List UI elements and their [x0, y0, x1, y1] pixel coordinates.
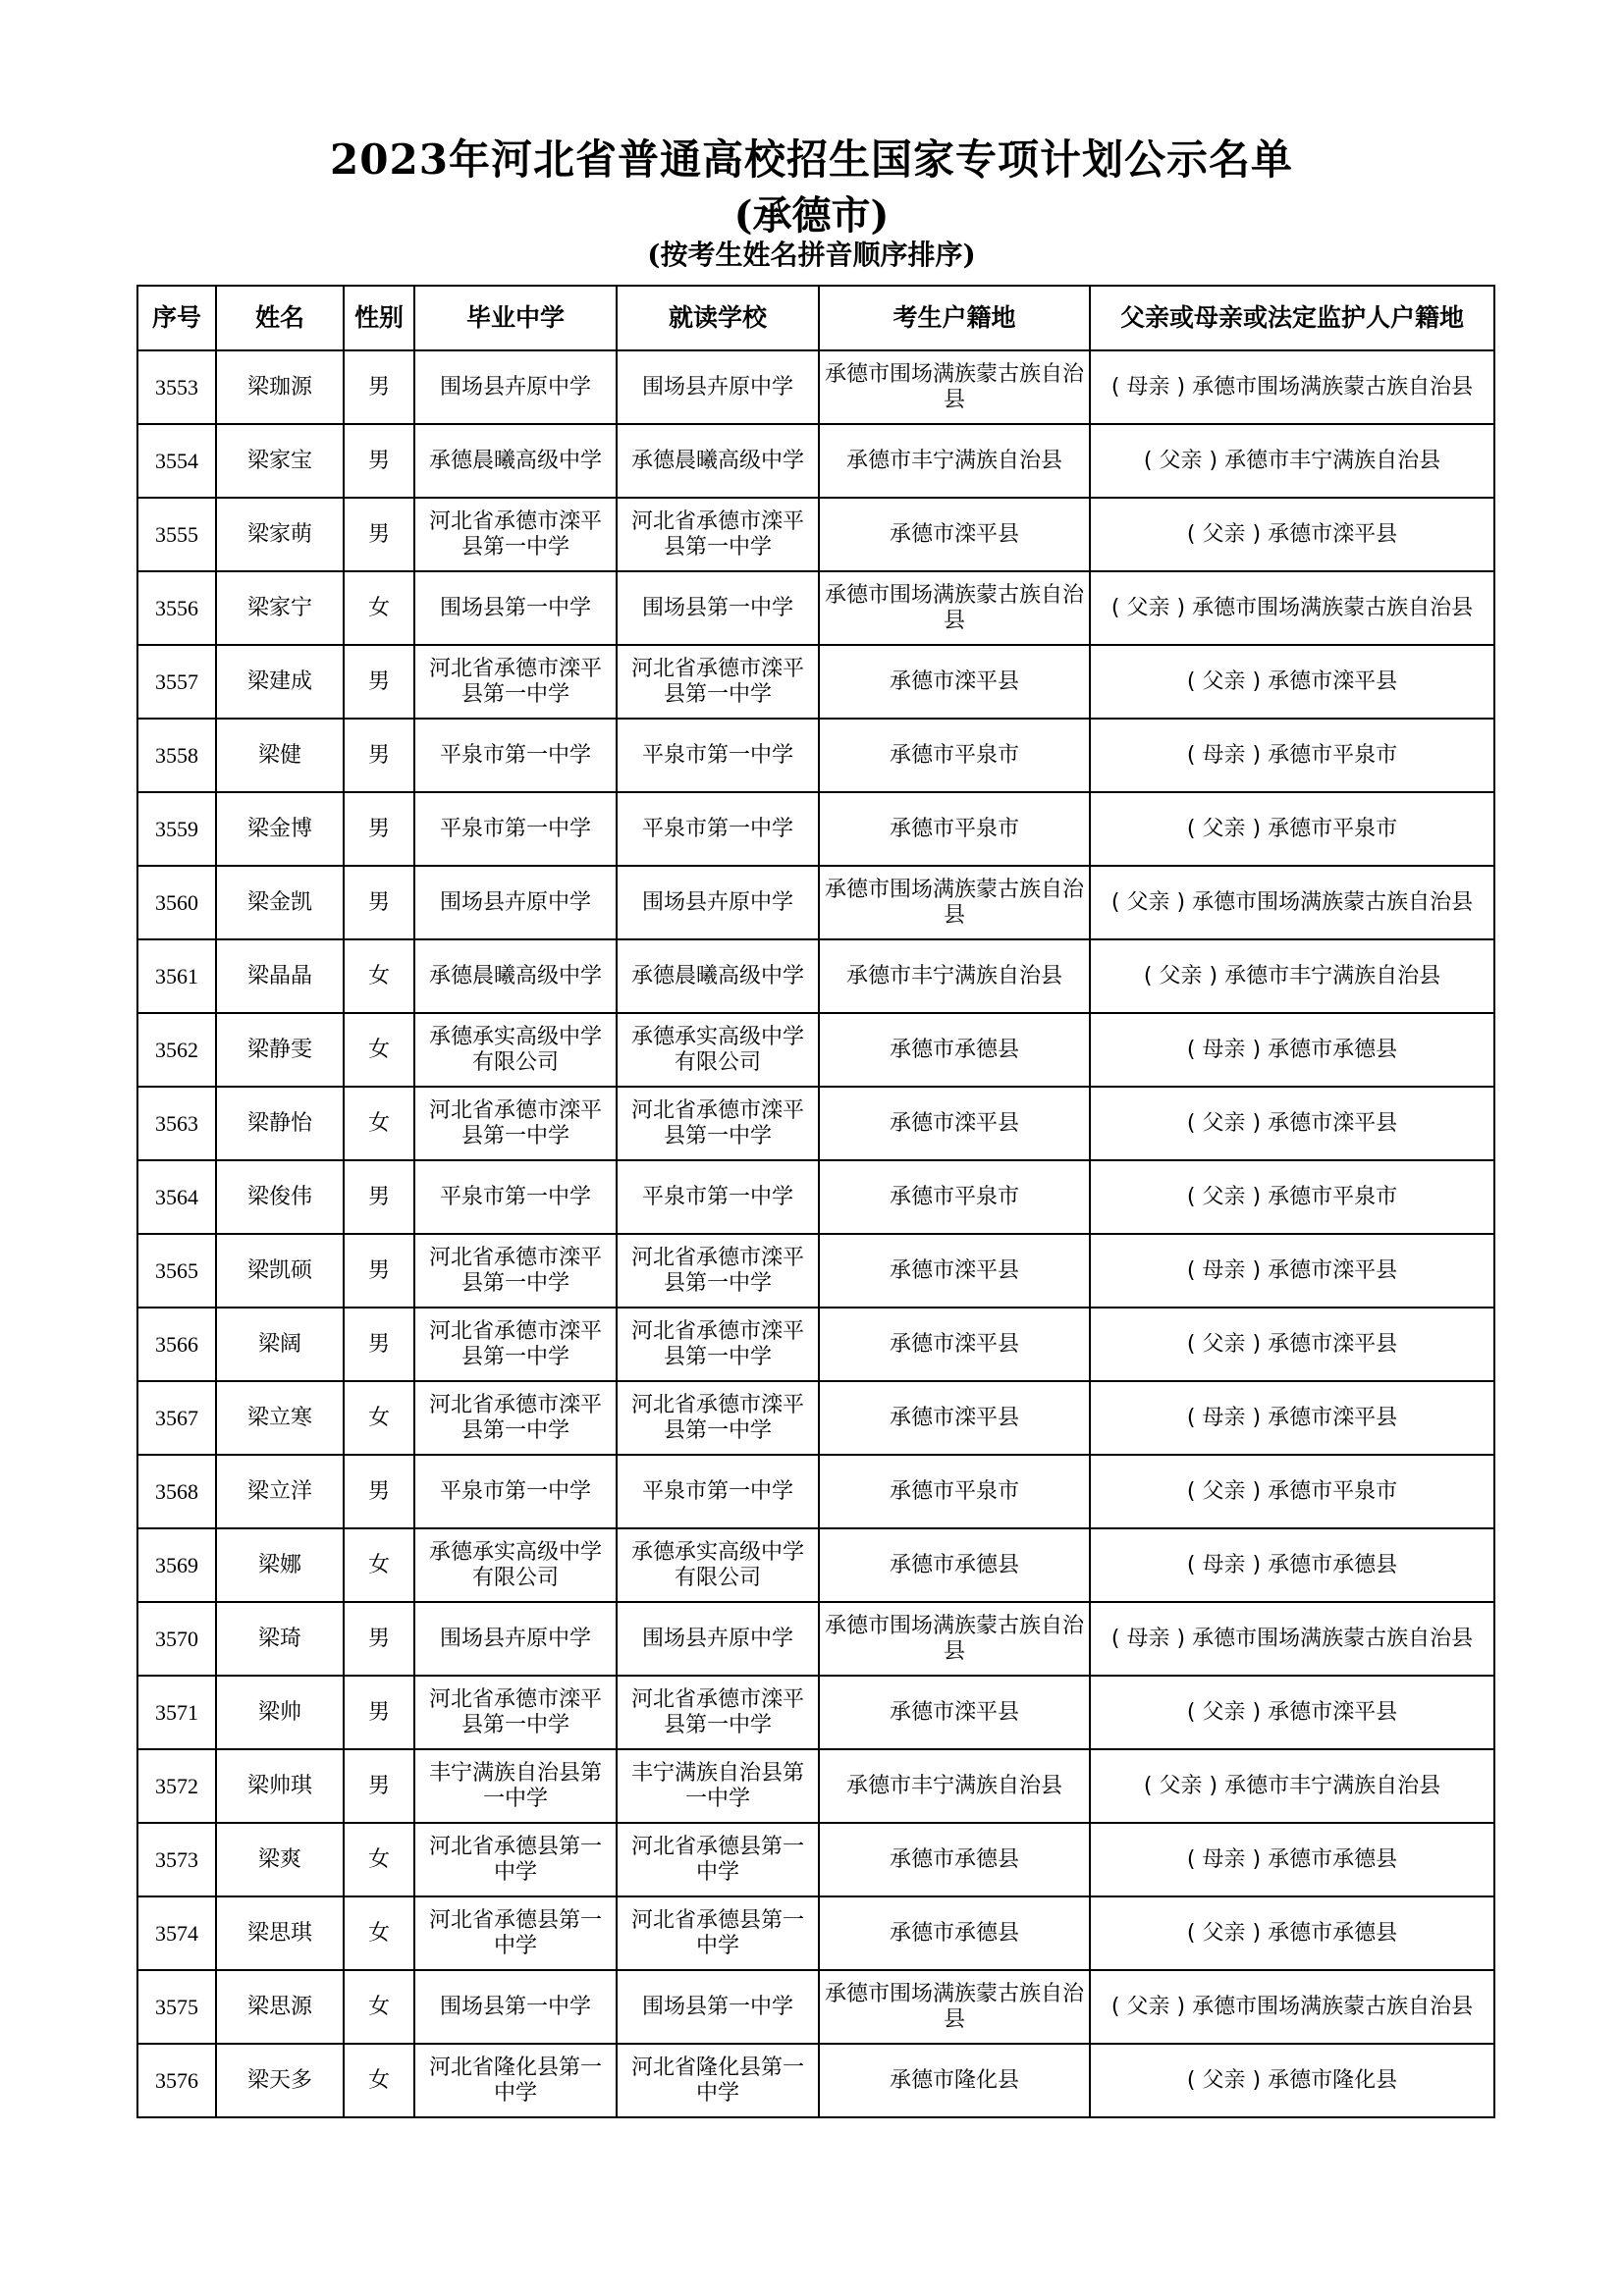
cell-graduated-school: 河北省承德市滦平县第一中学 [414, 1087, 617, 1160]
cell-student-hukou: 承德市围场满族蒙古族自治县 [819, 866, 1090, 939]
cell-current-school: 平泉市第一中学 [617, 792, 819, 866]
cell-graduated-school: 河北省承德县第一中学 [414, 1823, 617, 1896]
table-row [137, 2044, 1494, 2117]
cell-current-school: 平泉市第一中学 [617, 1160, 819, 1234]
cell-graduated-school: 平泉市第一中学 [414, 1455, 617, 1528]
table-row [137, 719, 1494, 792]
cell-graduated-school: 河北省承德市滦平县第一中学 [414, 498, 617, 571]
header-graduated-school: 毕业中学 [414, 286, 617, 350]
cell-guardian-hukou: ( 母亲 ) 承德市承德县 [1090, 1013, 1494, 1087]
cell-graduated-school: 河北省承德市滦平县第一中学 [414, 1381, 617, 1455]
cell-guardian-hukou: ( 母亲 ) 承德市围场满族蒙古族自治县 [1090, 1602, 1494, 1676]
cell-seq: 3561 [137, 939, 216, 1013]
cell-graduated-school: 平泉市第一中学 [414, 792, 617, 866]
cell-seq: 3570 [137, 1602, 216, 1676]
cell-gender: 女 [344, 1013, 414, 1087]
cell-student-hukou: 承德市平泉市 [819, 792, 1090, 866]
cell-current-school: 围场县第一中学 [617, 1970, 819, 2044]
table-row [137, 645, 1494, 719]
cell-graduated-school: 承德承实高级中学有限公司 [414, 1528, 617, 1602]
cell-name: 梁健 [216, 719, 344, 792]
cell-gender: 女 [344, 1970, 414, 2044]
cell-seq: 3569 [137, 1528, 216, 1602]
table-row [137, 1234, 1494, 1308]
cell-current-school: 平泉市第一中学 [617, 719, 819, 792]
cell-name: 梁静雯 [216, 1013, 344, 1087]
cell-current-school: 平泉市第一中学 [617, 1455, 819, 1528]
cell-guardian-hukou: ( 父亲 ) 承德市滦平县 [1090, 1087, 1494, 1160]
cell-seq: 3563 [137, 1087, 216, 1160]
cell-gender: 女 [344, 1823, 414, 1896]
cell-name: 梁立寒 [216, 1381, 344, 1455]
header-current-school: 就读学校 [617, 286, 819, 350]
cell-name: 梁珈源 [216, 350, 344, 424]
cell-current-school: 河北省承德市滦平县第一中学 [617, 645, 819, 719]
cell-name: 梁静怡 [216, 1087, 344, 1160]
cell-gender: 女 [344, 939, 414, 1013]
cell-student-hukou: 承德市平泉市 [819, 1455, 1090, 1528]
table-row [137, 350, 1494, 424]
cell-graduated-school: 承德晨曦高级中学 [414, 939, 617, 1013]
cell-name: 梁凯硕 [216, 1234, 344, 1308]
table-row [137, 1160, 1494, 1234]
cell-student-hukou: 承德市围场满族蒙古族自治县 [819, 1602, 1090, 1676]
cell-gender: 男 [344, 719, 414, 792]
cell-name: 梁思琪 [216, 1896, 344, 1970]
table-row [137, 1455, 1494, 1528]
cell-current-school: 围场县卉原中学 [617, 1602, 819, 1676]
cell-student-hukou: 承德市滦平县 [819, 1381, 1090, 1455]
cell-name: 梁家宝 [216, 424, 344, 498]
table-row [137, 939, 1494, 1013]
cell-current-school: 河北省承德县第一中学 [617, 1896, 819, 1970]
header-gender: 性别 [344, 286, 414, 350]
cell-gender: 男 [344, 1749, 414, 1823]
cell-seq: 3575 [137, 1970, 216, 2044]
cell-current-school: 河北省承德市滦平县第一中学 [617, 498, 819, 571]
table-row [137, 1749, 1494, 1823]
cell-current-school: 围场县卉原中学 [617, 866, 819, 939]
cell-gender: 女 [344, 1528, 414, 1602]
cell-seq: 3567 [137, 1381, 216, 1455]
cell-guardian-hukou: ( 母亲 ) 承德市平泉市 [1090, 719, 1494, 792]
cell-name: 梁琦 [216, 1602, 344, 1676]
cell-current-school: 河北省承德市滦平县第一中学 [617, 1087, 819, 1160]
sort-note: (按考生姓名拼音顺序排序) [647, 239, 976, 271]
cell-graduated-school: 围场县卉原中学 [414, 866, 617, 939]
cell-guardian-hukou: ( 父亲 ) 承德市滦平县 [1090, 645, 1494, 719]
cell-name: 梁立洋 [216, 1455, 344, 1528]
cell-gender: 男 [344, 1308, 414, 1381]
cell-guardian-hukou: ( 父亲 ) 承德市滦平县 [1090, 498, 1494, 571]
cell-graduated-school: 河北省隆化县第一中学 [414, 2044, 617, 2117]
cell-seq: 3572 [137, 1749, 216, 1823]
cell-seq: 3573 [137, 1823, 216, 1896]
cell-seq: 3555 [137, 498, 216, 571]
cell-seq: 3559 [137, 792, 216, 866]
cell-student-hukou: 承德市滦平县 [819, 1234, 1090, 1308]
cell-student-hukou: 承德市平泉市 [819, 1160, 1090, 1234]
cell-student-hukou: 承德市滦平县 [819, 1087, 1090, 1160]
cell-guardian-hukou: ( 母亲 ) 承德市承德县 [1090, 1528, 1494, 1602]
cell-guardian-hukou: ( 父亲 ) 承德市丰宁满族自治县 [1090, 424, 1494, 498]
table-row [137, 1970, 1494, 2044]
cell-student-hukou: 承德市围场满族蒙古族自治县 [819, 1970, 1090, 2044]
table-row [137, 571, 1494, 645]
table-row [137, 1013, 1494, 1087]
cell-name: 梁俊伟 [216, 1160, 344, 1234]
cell-guardian-hukou: ( 母亲 ) 承德市滦平县 [1090, 1381, 1494, 1455]
cell-name: 梁爽 [216, 1823, 344, 1896]
table-row [137, 424, 1494, 498]
cell-current-school: 承德承实高级中学有限公司 [617, 1528, 819, 1602]
cell-gender: 男 [344, 424, 414, 498]
cell-student-hukou: 承德市承德县 [819, 1528, 1090, 1602]
table-row [137, 1528, 1494, 1602]
document-title: 2023年河北省普通高校招生国家专项计划公示名单 [330, 135, 1293, 184]
cell-name: 梁阔 [216, 1308, 344, 1381]
cell-name: 梁娜 [216, 1528, 344, 1602]
cell-current-school: 河北省承德县第一中学 [617, 1823, 819, 1896]
cell-name: 梁思源 [216, 1970, 344, 2044]
cell-student-hukou: 承德市承德县 [819, 1823, 1090, 1896]
cell-student-hukou: 承德市滦平县 [819, 1308, 1090, 1381]
cell-gender: 女 [344, 2044, 414, 2117]
cell-gender: 女 [344, 1381, 414, 1455]
cell-graduated-school: 丰宁满族自治县第一中学 [414, 1749, 617, 1823]
cell-gender: 男 [344, 350, 414, 424]
table-row [137, 1896, 1494, 1970]
cell-seq: 3565 [137, 1234, 216, 1308]
cell-gender: 女 [344, 1087, 414, 1160]
cell-current-school: 丰宁满族自治县第一中学 [617, 1749, 819, 1823]
cell-graduated-school: 围场县卉原中学 [414, 1602, 617, 1676]
cell-student-hukou: 承德市丰宁满族自治县 [819, 1749, 1090, 1823]
cell-seq: 3558 [137, 719, 216, 792]
cell-name: 梁天多 [216, 2044, 344, 2117]
cell-seq: 3560 [137, 866, 216, 939]
cell-gender: 女 [344, 1896, 414, 1970]
cell-gender: 女 [344, 571, 414, 645]
cell-student-hukou: 承德市围场满族蒙古族自治县 [819, 350, 1090, 424]
cell-current-school: 河北省承德市滦平县第一中学 [617, 1381, 819, 1455]
table-row [137, 1087, 1494, 1160]
table-row [137, 1602, 1494, 1676]
cell-seq: 3576 [137, 2044, 216, 2117]
table-header-row [137, 286, 1494, 350]
cell-name: 梁金博 [216, 792, 344, 866]
cell-guardian-hukou: ( 父亲 ) 承德市隆化县 [1090, 2044, 1494, 2117]
cell-current-school: 河北省承德市滦平县第一中学 [617, 1308, 819, 1381]
cell-guardian-hukou: ( 父亲 ) 承德市承德县 [1090, 1896, 1494, 1970]
cell-graduated-school: 围场县卉原中学 [414, 350, 617, 424]
table-row [137, 1676, 1494, 1749]
cell-guardian-hukou: ( 父亲 ) 承德市滦平县 [1090, 1308, 1494, 1381]
cell-graduated-school: 河北省承德市滦平县第一中学 [414, 645, 617, 719]
cell-gender: 男 [344, 792, 414, 866]
cell-student-hukou: 承德市滦平县 [819, 645, 1090, 719]
document-subtitle: (承德市) [733, 192, 890, 239]
cell-guardian-hukou: ( 父亲 ) 承德市丰宁满族自治县 [1090, 1749, 1494, 1823]
cell-current-school: 围场县第一中学 [617, 571, 819, 645]
cell-graduated-school: 承德承实高级中学有限公司 [414, 1013, 617, 1087]
cell-name: 梁家宁 [216, 571, 344, 645]
cell-graduated-school: 围场县第一中学 [414, 1970, 617, 2044]
cell-current-school: 河北省隆化县第一中学 [617, 2044, 819, 2117]
cell-name: 梁帅琪 [216, 1749, 344, 1823]
cell-guardian-hukou: ( 父亲 ) 承德市平泉市 [1090, 1455, 1494, 1528]
cell-graduated-school: 承德晨曦高级中学 [414, 424, 617, 498]
cell-student-hukou: 承德市围场满族蒙古族自治县 [819, 571, 1090, 645]
cell-guardian-hukou: ( 父亲 ) 承德市平泉市 [1090, 1160, 1494, 1234]
cell-seq: 3553 [137, 350, 216, 424]
cell-seq: 3556 [137, 571, 216, 645]
cell-current-school: 围场县卉原中学 [617, 350, 819, 424]
cell-gender: 男 [344, 866, 414, 939]
cell-seq: 3571 [137, 1676, 216, 1749]
cell-guardian-hukou: ( 母亲 ) 承德市围场满族蒙古族自治县 [1090, 350, 1494, 424]
cell-gender: 男 [344, 1160, 414, 1234]
cell-gender: 男 [344, 1455, 414, 1528]
table-row [137, 1823, 1494, 1896]
cell-seq: 3568 [137, 1455, 216, 1528]
cell-student-hukou: 承德市承德县 [819, 1013, 1090, 1087]
cell-gender: 男 [344, 498, 414, 571]
cell-guardian-hukou: ( 母亲 ) 承德市滦平县 [1090, 1234, 1494, 1308]
header-seq: 序号 [137, 286, 216, 350]
table-row [137, 792, 1494, 866]
cell-name: 梁帅 [216, 1676, 344, 1749]
cell-seq: 3557 [137, 645, 216, 719]
cell-guardian-hukou: ( 母亲 ) 承德市承德县 [1090, 1823, 1494, 1896]
table-row [137, 1308, 1494, 1381]
cell-graduated-school: 河北省承德市滦平县第一中学 [414, 1676, 617, 1749]
cell-name: 梁金凯 [216, 866, 344, 939]
cell-gender: 男 [344, 1234, 414, 1308]
cell-guardian-hukou: ( 父亲 ) 承德市围场满族蒙古族自治县 [1090, 571, 1494, 645]
cell-name: 梁家萌 [216, 498, 344, 571]
cell-seq: 3562 [137, 1013, 216, 1087]
cell-guardian-hukou: ( 父亲 ) 承德市围场满族蒙古族自治县 [1090, 866, 1494, 939]
cell-student-hukou: 承德市隆化县 [819, 2044, 1090, 2117]
cell-graduated-school: 河北省承德市滦平县第一中学 [414, 1308, 617, 1381]
cell-current-school: 承德晨曦高级中学 [617, 424, 819, 498]
cell-gender: 男 [344, 1602, 414, 1676]
cell-seq: 3574 [137, 1896, 216, 1970]
header-guardian-hukou: 父亲或母亲或法定监护人户籍地 [1090, 286, 1494, 350]
roster-table [136, 285, 1495, 2118]
header-name: 姓名 [216, 286, 344, 350]
cell-current-school: 河北省承德市滦平县第一中学 [617, 1234, 819, 1308]
cell-student-hukou: 承德市丰宁满族自治县 [819, 424, 1090, 498]
table-row [137, 866, 1494, 939]
cell-gender: 男 [344, 645, 414, 719]
cell-guardian-hukou: ( 父亲 ) 承德市平泉市 [1090, 792, 1494, 866]
cell-graduated-school: 平泉市第一中学 [414, 719, 617, 792]
cell-seq: 3566 [137, 1308, 216, 1381]
header-student-hukou: 考生户籍地 [819, 286, 1090, 350]
cell-student-hukou: 承德市滦平县 [819, 1676, 1090, 1749]
table-row [137, 498, 1494, 571]
cell-gender: 男 [344, 1676, 414, 1749]
cell-student-hukou: 承德市平泉市 [819, 719, 1090, 792]
cell-current-school: 河北省承德市滦平县第一中学 [617, 1676, 819, 1749]
table-row [137, 1381, 1494, 1455]
cell-seq: 3564 [137, 1160, 216, 1234]
cell-student-hukou: 承德市滦平县 [819, 498, 1090, 571]
cell-current-school: 承德晨曦高级中学 [617, 939, 819, 1013]
cell-graduated-school: 平泉市第一中学 [414, 1160, 617, 1234]
cell-graduated-school: 河北省承德市滦平县第一中学 [414, 1234, 617, 1308]
cell-graduated-school: 围场县第一中学 [414, 571, 617, 645]
cell-graduated-school: 河北省承德县第一中学 [414, 1896, 617, 1970]
cell-name: 梁晶晶 [216, 939, 344, 1013]
cell-student-hukou: 承德市丰宁满族自治县 [819, 939, 1090, 1013]
cell-student-hukou: 承德市承德县 [819, 1896, 1090, 1970]
cell-name: 梁建成 [216, 645, 344, 719]
cell-current-school: 承德承实高级中学有限公司 [617, 1013, 819, 1087]
cell-guardian-hukou: ( 父亲 ) 承德市围场满族蒙古族自治县 [1090, 1970, 1494, 2044]
cell-seq: 3554 [137, 424, 216, 498]
cell-guardian-hukou: ( 父亲 ) 承德市丰宁满族自治县 [1090, 939, 1494, 1013]
cell-guardian-hukou: ( 父亲 ) 承德市滦平县 [1090, 1676, 1494, 1749]
